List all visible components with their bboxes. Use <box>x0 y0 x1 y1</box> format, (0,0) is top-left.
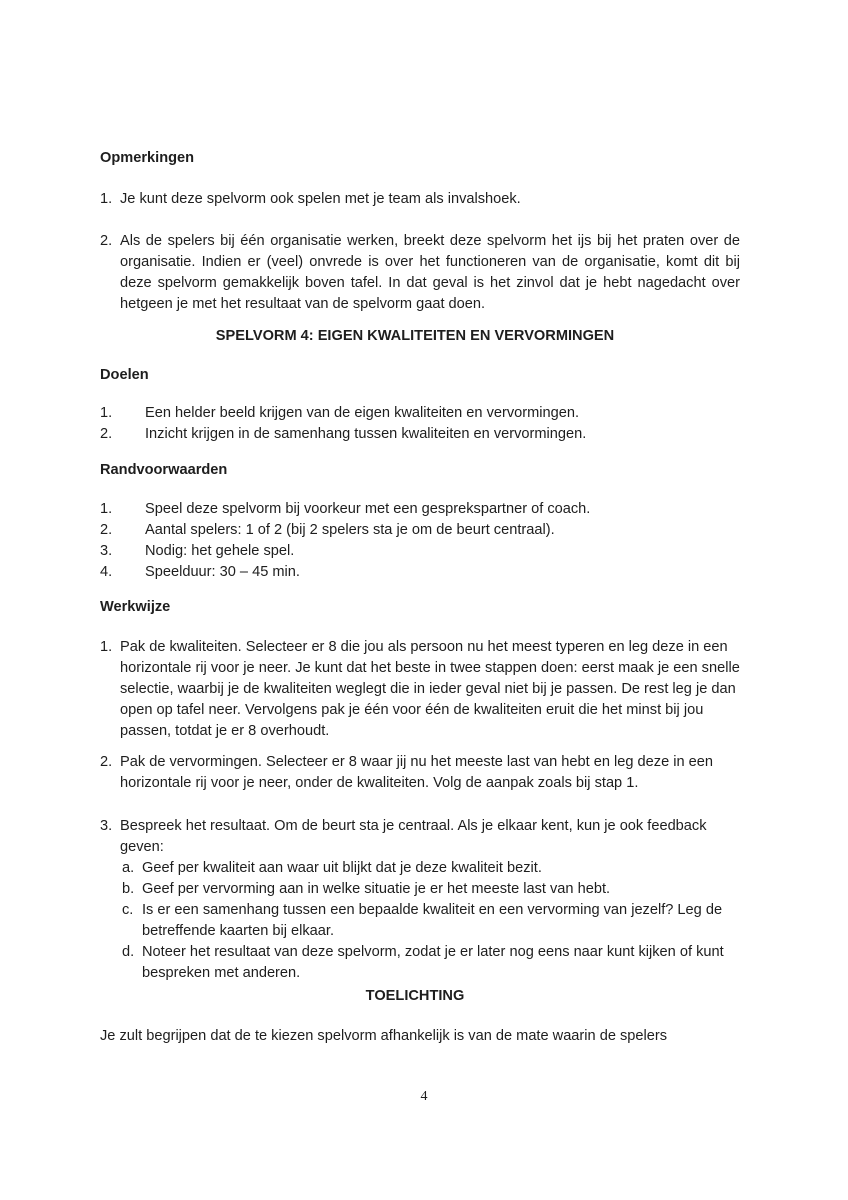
list-number: 3. <box>100 543 113 559</box>
randvoorwaarden-item-3 <box>100 541 740 562</box>
werkwijze-item-3 <box>100 816 740 984</box>
doelen-list <box>100 403 740 445</box>
toelichting-paragraph: Je zult begrijpen dat de te kiezen spelvorm afhankelijk is van de mate waarin de spelers <box>100 1028 668 1044</box>
list-text: Speelduur: 30 – 45 min. <box>145 564 300 580</box>
werkwijze-subitem-b <box>122 879 740 900</box>
list-text: Aantal spelers: 1 of 2 (bij 2 spelers sta je om de beurt centraal). <box>145 522 555 538</box>
page-number: 4 <box>420 1089 428 1104</box>
randvoorwaarden-list <box>100 499 740 583</box>
werkwijze-subitem-d <box>122 942 740 984</box>
randvoorwaarden-item-1 <box>100 499 740 520</box>
opmerkingen-item-1 <box>100 189 740 210</box>
list-text: Geef per vervorming aan in welke situatie je er het meeste last van hebt. <box>142 881 611 897</box>
randvoorwaarden-heading: Randvoorwaarden <box>100 462 228 478</box>
list-text: Inzicht krijgen in de samenhang tussen kwaliteiten en vervormingen. <box>145 426 587 442</box>
opmerkingen-item-2 <box>100 231 740 315</box>
werkwijze-item-1 <box>100 637 740 742</box>
doelen-item-2 <box>100 424 740 445</box>
list-text: Speel deze spelvorm bij voorkeur met een gesprekspartner of coach. <box>145 501 591 517</box>
list-number: 2. <box>100 522 113 538</box>
list-letter: a. <box>122 860 135 876</box>
list-text: Bespreek het resultaat. Om de beurt sta je centraal. Als je elkaar kent, kun je ook feedback geven: <box>120 818 707 855</box>
list-number: 1. <box>100 405 113 421</box>
list-text: Noteer het resultaat van deze spelvorm, zodat je er later nog eens naar kunt kijken of kunt bespreken met anderen. <box>142 944 724 981</box>
list-text: Je kunt deze spelvorm ook spelen met je team als invalshoek. <box>120 191 521 207</box>
list-number: 2. <box>100 426 113 442</box>
doelen-heading: Doelen <box>100 367 149 383</box>
list-text: Geef per kwaliteit aan waar uit blijkt dat je deze kwaliteit bezit. <box>142 860 542 876</box>
werkwijze-item-2 <box>100 752 740 794</box>
list-text: Is er een samenhang tussen een bepaalde kwaliteit en een vervorming van jezelf? Leg de betreffende kaarten bij elkaar. <box>142 902 723 939</box>
list-number: 2. <box>100 754 113 770</box>
werkwijze-subitem-a <box>122 858 740 879</box>
list-text: Als de spelers bij één organisatie werken, breekt deze spelvorm het ijs bij het praten over de organisatie. Indien er (veel) onvrede is over het functioneren van de organisatie, komt dit bij deze spelvorm gemakkelijk boven tafel. In dat geval is het zinvol dat je hebt nagedacht over hetgeen je met het resultaat van de spelvorm gaat doen. <box>120 233 740 312</box>
randvoorwaarden-item-2 <box>100 520 740 541</box>
werkwijze-heading: Werkwijze <box>100 599 171 615</box>
list-number: 2. <box>100 233 113 249</box>
list-number: 1. <box>100 639 113 655</box>
list-text: Pak de kwaliteiten. Selecteer er 8 die jou als persoon nu het meest typeren en leg deze in een horizontale rij voor je neer. Je kunt dat het beste in twee stappen doen: eerst maak je een snelle selectie, waarbij je de kwaliteiten weglegt die in ieder geval niet bij je passen. De rest leg je dan open op tafel neer. Vervolgens pak je één voor één de kwaliteiten eruit die het minst bij jou passen, totdat je er 8 overhoudt. <box>120 639 740 739</box>
list-text: Pak de vervormingen. Selecteer er 8 waar jij nu het meeste last van hebt en leg deze in een horizontale rij voor je neer, onder de kwaliteiten. Volg de aanpak zoals bij stap 1. <box>120 754 714 791</box>
list-number: 1. <box>100 501 113 517</box>
list-number: 3. <box>100 818 113 834</box>
werkwijze-sublist <box>122 858 740 984</box>
list-text: Een helder beeld krijgen van de eigen kwaliteiten en vervormingen. <box>145 405 580 421</box>
randvoorwaarden-item-4 <box>100 562 740 583</box>
toelichting-heading: TOELICHTING <box>365 988 465 1004</box>
list-number: 1. <box>100 191 113 207</box>
opmerkingen-heading: Opmerkingen <box>100 150 195 166</box>
list-letter: c. <box>122 902 134 918</box>
list-letter: b. <box>122 881 135 897</box>
list-letter: d. <box>122 944 135 960</box>
list-text: Nodig: het gehele spel. <box>145 543 295 559</box>
spelvorm-title: SPELVORM 4: EIGEN KWALITEITEN EN VERVORMINGEN <box>215 328 615 344</box>
werkwijze-item-3-intro <box>100 816 740 858</box>
list-number: 4. <box>100 564 113 580</box>
doelen-item-1 <box>100 403 740 424</box>
werkwijze-subitem-c <box>122 900 740 942</box>
